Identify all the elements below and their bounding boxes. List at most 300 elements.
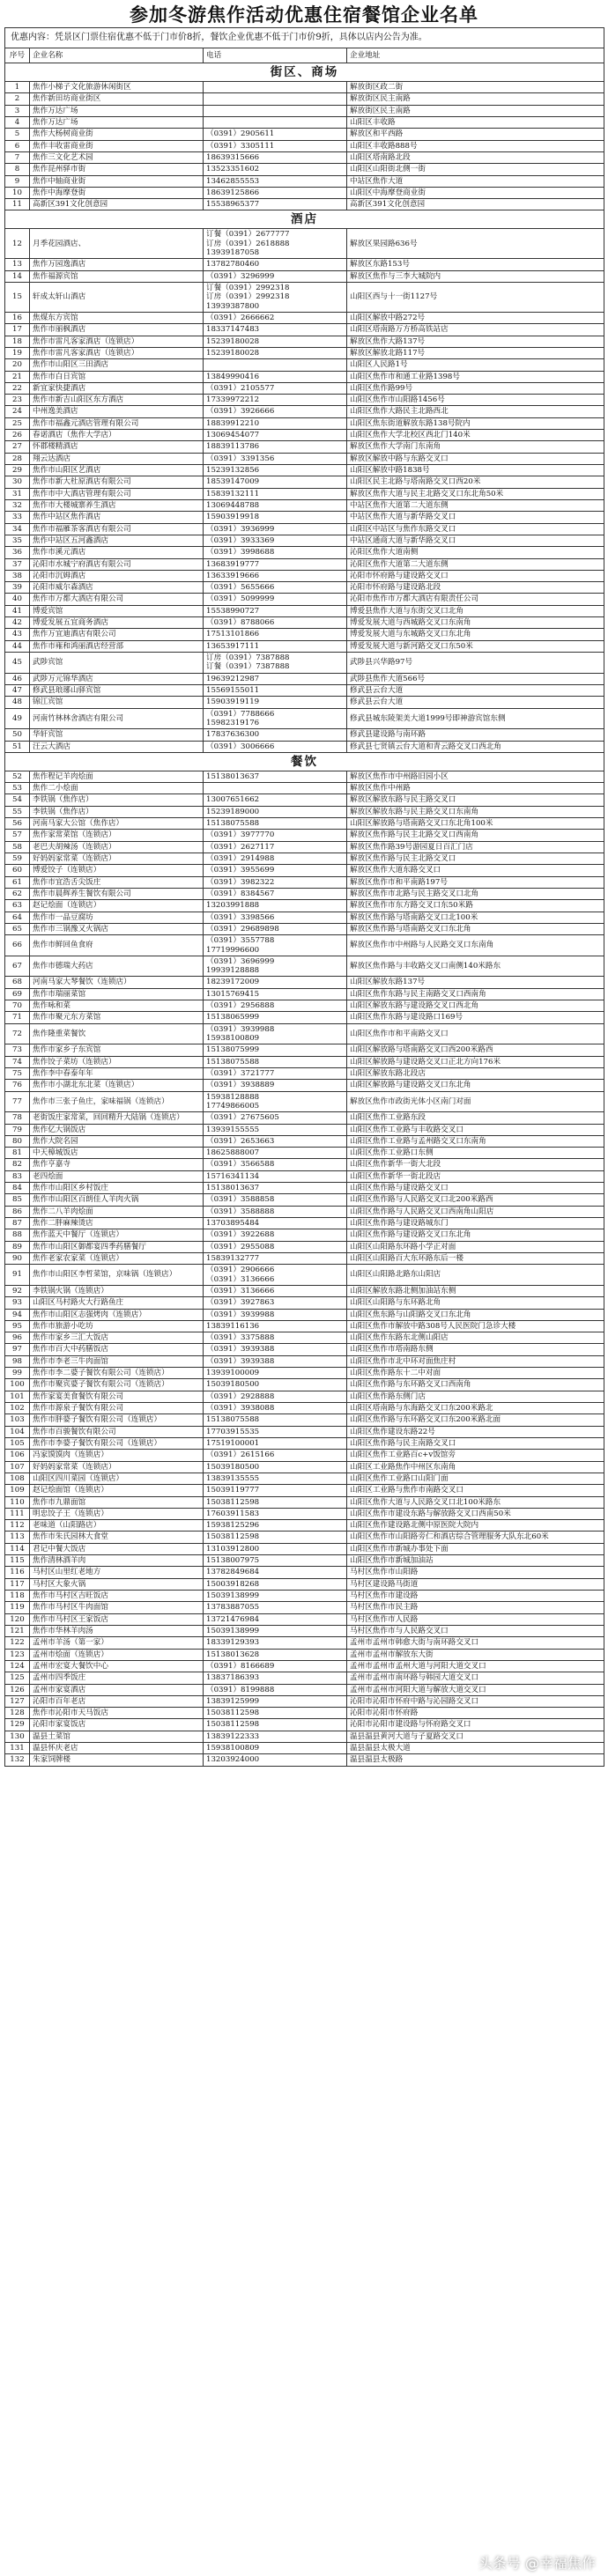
company-name: 焦作市沁阳市天马饭店: [30, 1708, 204, 1719]
company-name: 春诺酒店（焦作大学店）: [30, 430, 204, 441]
company-name: 焦作市鲜回鱼食府: [30, 935, 204, 956]
table-row: [5, 1285, 604, 1296]
header-no: 序号: [5, 48, 30, 63]
company-address: 山阳区山阳路百大东环路东后一楼: [347, 1252, 604, 1264]
row-number: 38: [5, 570, 30, 581]
company-address: 解放区果园路636号: [347, 229, 604, 259]
company-name: 赵记烩面（连锁店）: [30, 900, 204, 912]
company-address: 博爱发展大道与东城路交叉口东北角: [347, 629, 604, 640]
row-number: 129: [5, 1719, 30, 1731]
row-number: 18: [5, 336, 30, 347]
phone-number: 15138013637: [204, 771, 347, 782]
table-row: [5, 830, 604, 841]
phone-number: （0391）3588858: [204, 1194, 347, 1206]
table-row: [5, 741, 604, 752]
company-name: 焦作丰收雷商业街: [30, 140, 204, 151]
company-name: 焦作市瑞丽菜馆: [30, 988, 204, 1000]
row-number: 131: [5, 1743, 30, 1754]
company-name: 君记中餐大饭店: [30, 1543, 204, 1554]
phone-number: 15038112598: [204, 1719, 347, 1731]
table-row: [5, 1355, 604, 1367]
section-heading: 街区、商场: [5, 63, 604, 82]
row-number: 125: [5, 1672, 30, 1684]
table-row: [5, 1414, 604, 1426]
company-address: 沁阳区焦作大道第二大道东侧: [347, 558, 604, 570]
company-name: 温县怀庆老店: [30, 1743, 204, 1754]
company-address: 山阳区焦作路与人民路交叉口西南角山阳店: [347, 1206, 604, 1217]
company-address: 解放区解放中路与东路交叉口: [347, 453, 604, 464]
row-number: 110: [5, 1496, 30, 1508]
phone-number: （0391）3998688: [204, 547, 347, 558]
table-row: [5, 841, 604, 853]
company-address: 山阳区焦作东路东北侧山阳店: [347, 1332, 604, 1344]
company-address: 修武县城东陵架美大道1999号即神游宾馆东侧: [347, 708, 604, 729]
company-name: 沁阳市家宴饭店: [30, 1719, 204, 1731]
table-row: [5, 1183, 604, 1194]
table-row: [5, 684, 604, 696]
table-row: [5, 1473, 604, 1484]
table-row: [5, 488, 604, 499]
phone-number: 13839125999: [204, 1695, 347, 1707]
table-row: [5, 900, 604, 912]
company-name: 焦作大杨树商业街: [30, 129, 204, 140]
row-number: 106: [5, 1450, 30, 1461]
row-number: 69: [5, 988, 30, 1000]
section-heading: 餐饮: [5, 752, 604, 771]
phone-number: 13103912800: [204, 1543, 347, 1554]
company-name: 焦作家常菜馆（连锁店）: [30, 830, 204, 841]
company-address: 山阳区焦作市解放中路308号人民医院门急诊大楼: [347, 1320, 604, 1332]
phone-number: 13069454077: [204, 430, 347, 441]
company-address: 山阳区焦作市建设东路与解放路交叉口西南50米: [347, 1508, 604, 1519]
table-row: [5, 923, 604, 934]
row-number: 30: [5, 476, 30, 488]
table-row: [5, 1012, 604, 1023]
discount-notice: 优惠内容：凭景区门票住宿优惠不低于门市价8折，餐饮企业优惠不低于门市价9折，具体以店内公告为准。: [5, 28, 604, 48]
company-name: 焦作市新大杜原酒店有限公司: [30, 476, 204, 488]
company-address: 山阳区焦作大学北校区西北门140米: [347, 430, 604, 441]
row-number: 111: [5, 1508, 30, 1519]
table-row: [5, 1660, 604, 1672]
row-number: 87: [5, 1218, 30, 1229]
row-number: 83: [5, 1170, 30, 1182]
table-row: [5, 729, 604, 741]
header-name: 企业名称: [30, 48, 204, 63]
company-name: 焦作三文化艺术园: [30, 151, 204, 163]
company-name: 孟州市家宴酒店: [30, 1684, 204, 1695]
company-name: 焦作市家乡子东宾馆: [30, 1044, 204, 1056]
phone-number: （0391）3939388: [204, 1355, 347, 1367]
row-number: 113: [5, 1532, 30, 1543]
company-address: 解放区焦作路与民主北路交叉口: [347, 853, 604, 865]
phone-number: （0391）3938889: [204, 1080, 347, 1091]
company-address: 沁阳市怀府路与建设路北段: [347, 582, 604, 594]
table-row: [5, 283, 604, 313]
phone-number: [204, 105, 347, 116]
company-address: 山阳区焦作路与民主南路交叉口: [347, 1437, 604, 1449]
company-address: 沁阳市沁阳市怀府路: [347, 1708, 604, 1719]
company-address: 解放区解放东路与民主路交叉口东南角: [347, 806, 604, 817]
company-name: 老巴夫胡辣汤（连锁店）: [30, 841, 204, 853]
phone-number: 15039138999: [204, 1625, 347, 1636]
phone-number: 18839113786: [204, 441, 347, 453]
company-name: 焦作二八羊肉烩面: [30, 1206, 204, 1217]
company-address: 山阳区塔南路北段: [347, 151, 604, 163]
phone-number: （0391）2627117: [204, 841, 347, 853]
phone-number: （0391）3977770: [204, 830, 347, 841]
row-number: 71: [5, 1012, 30, 1023]
company-name: 李铁锅火锅（连锁店）: [30, 1285, 204, 1296]
table-row: [5, 1159, 604, 1170]
row-number: 50: [5, 729, 30, 741]
phone-number: （0391）3955699: [204, 865, 347, 876]
company-name: 焦作市三张子鱼庄，家味福锅（连锁店）: [30, 1091, 204, 1112]
company-address: 解放区焦作路与丰收路交叉口南侧140米路东: [347, 956, 604, 977]
company-name: 焦作市朱氏园林大食堂: [30, 1532, 204, 1543]
company-address: 山阳区焦作大道与人民路交叉口北100米路东: [347, 1496, 604, 1508]
row-number: 122: [5, 1637, 30, 1649]
row-number: 103: [5, 1414, 30, 1426]
row-number: 118: [5, 1591, 30, 1602]
company-name: 焦作清林酒羊肉: [30, 1555, 204, 1567]
table-row: [5, 1344, 604, 1355]
company-name: 朱家饲牌楼: [30, 1754, 204, 1766]
row-number: 63: [5, 900, 30, 912]
company-address: 博爱发展大道与西城路交叉口东南角: [347, 617, 604, 629]
table-row: [5, 1520, 604, 1532]
company-address: 山阳区焦作市北中环对面焦庄村: [347, 1355, 604, 1367]
company-address: 山阳区焦作市塔南路东侧: [347, 1344, 604, 1355]
phone-number: 13683919777: [204, 558, 347, 570]
company-name: 焦作市雷凡客家酒店（连锁店）: [30, 336, 204, 347]
company-name: 冯家馍馍肉（连锁店）: [30, 1450, 204, 1461]
table-row: [5, 1567, 604, 1578]
company-address: 山阳区丰收路888号: [347, 140, 604, 151]
phone-number: （0391）3391356: [204, 453, 347, 464]
table-row: [5, 1170, 604, 1182]
company-name: 河南马家大公馆（焦作店）: [30, 818, 204, 830]
phone-number: 15138007975: [204, 1555, 347, 1567]
row-number: 60: [5, 865, 30, 876]
company-address: 山阳区解放中路272号: [347, 312, 604, 323]
table-row: [5, 259, 604, 270]
company-address: 山阳区焦作路与东环路交叉口西南角: [347, 1379, 604, 1391]
company-name: 博爱宾馆: [30, 605, 204, 616]
company-name: 焦作市百骏餐饮有限公司: [30, 1426, 204, 1437]
company-name: 明忠饺子王（连锁店）: [30, 1508, 204, 1519]
table-row: [5, 164, 604, 175]
company-name: 焦作市小湖北东北菜（连锁店）: [30, 1080, 204, 1091]
row-number: 56: [5, 818, 30, 830]
phone-number: 18639315666: [204, 151, 347, 163]
table-row: [5, 912, 604, 923]
row-number: 51: [5, 741, 30, 752]
row-number: 78: [5, 1112, 30, 1124]
row-number: 28: [5, 453, 30, 464]
company-address: 解放区焦作中州路: [347, 783, 604, 794]
company-address: 山阳区焦东街道解放东路138号院内: [347, 417, 604, 429]
company-name: 焦作李中春泰年年: [30, 1067, 204, 1079]
phone-number: 13069448788: [204, 499, 347, 511]
company-address: 解放区焦作大道与民主北路交叉口东北角50米: [347, 488, 604, 499]
company-name: 孟州市宏宴大餐饮中心: [30, 1660, 204, 1672]
table-row: [5, 359, 604, 371]
phone-number: 15903919119: [204, 697, 347, 708]
company-address: 中站区焦作大道与新华路交叉口: [347, 512, 604, 523]
phone-number: 13633919666: [204, 570, 347, 581]
row-number: 105: [5, 1437, 30, 1449]
phone-number: （0391）2105577: [204, 382, 347, 394]
company-name: 河南竹林林舍酒店有限公司: [30, 708, 204, 729]
row-number: 59: [5, 853, 30, 865]
row-number: 47: [5, 684, 30, 696]
company-name: 焦作市山阳区艺酒店: [30, 465, 204, 476]
company-name: 温县土菜馆: [30, 1731, 204, 1742]
company-address: 高新区391文化创意园: [347, 199, 604, 210]
table-row: [5, 708, 604, 729]
table-row: [5, 395, 604, 406]
row-number: 39: [5, 582, 30, 594]
row-number: 101: [5, 1391, 30, 1402]
table-row: [5, 547, 604, 558]
company-name: 焦作中站区五河鑫酒店: [30, 535, 204, 546]
table-row: [5, 312, 604, 323]
phone-number: 13839122333: [204, 1731, 347, 1742]
table-row: [5, 1229, 604, 1241]
company-address: 解放区焦作路与民主北路交叉口西南角: [347, 830, 604, 841]
phone-number: （0391）3375888: [204, 1332, 347, 1344]
table-row: [5, 865, 604, 876]
company-name: 翔云达酒店: [30, 453, 204, 464]
table-row: [5, 1591, 604, 1602]
company-name: 焦作万达广场: [30, 116, 204, 128]
company-address: 山阳区丰收路: [347, 116, 604, 128]
phone-number: 13203991888: [204, 900, 347, 912]
phone-number: 13782780460: [204, 259, 347, 270]
table-row: [5, 1379, 604, 1391]
row-number: 92: [5, 1285, 30, 1296]
phone-number: 19639212987: [204, 673, 347, 684]
company-name: 焦作市李二婆子餐饮有限公司（连锁店）: [30, 1368, 204, 1379]
company-name: 河南马家大琴餐饮（连锁店）: [30, 977, 204, 988]
company-address: 孟州市孟州市南环路与韩园大道交叉口: [347, 1672, 604, 1684]
company-name: 沁阳市水城宁府酒店有限公司: [30, 558, 204, 570]
phone-number: [204, 359, 347, 371]
phone-number: 15039180500: [204, 1461, 347, 1473]
phone-number: （0391）27675605: [204, 1112, 347, 1124]
row-number: 114: [5, 1543, 30, 1554]
company-name: 焦作市宜浩舌尖饭庄: [30, 876, 204, 888]
company-name: 焦作市新吉山阳区东方酒店: [30, 395, 204, 406]
table-row: [5, 1309, 604, 1320]
company-name: 山阳区马村路火大行路鱼庄: [30, 1297, 204, 1309]
row-number: 64: [5, 912, 30, 923]
phone-number: （0391）3939988 15938100809: [204, 1023, 347, 1044]
company-name: 焦作市聚宾婆子餐饮有限公司（连锁店）: [30, 1379, 204, 1391]
company-address: 山阳区焦作市山阳路旁仁和酒店综合管理服务大队东北60米: [347, 1532, 604, 1543]
row-number: 24: [5, 406, 30, 417]
table-row: [5, 1023, 604, 1044]
phone-number: 15938128888 17749866005: [204, 1091, 347, 1112]
table-row: [5, 1112, 604, 1124]
row-number: 15: [5, 283, 30, 313]
table-row: [5, 1332, 604, 1344]
company-name: 沁阳市百年老店: [30, 1695, 204, 1707]
company-name: 焦作蓝天中餐厅（连锁店）: [30, 1229, 204, 1241]
row-number: 68: [5, 977, 30, 988]
company-name: 焦作二小烩面: [30, 783, 204, 794]
company-address: 修武县七贤镇云台大道和青云路交叉口西北角: [347, 741, 604, 752]
row-number: 10: [5, 187, 30, 198]
company-name: 焦作市李老三牛肉面馆: [30, 1355, 204, 1367]
company-address: 山阳区解放路与建设路交叉口东北角: [347, 1080, 604, 1091]
table-row: [5, 1555, 604, 1567]
company-address: 山阳区焦作东路与建设路口169号: [347, 1012, 604, 1023]
row-number: 57: [5, 830, 30, 841]
row-number: 33: [5, 512, 30, 523]
company-address: 山阳区焦作建设东路22号: [347, 1426, 604, 1437]
company-name: 焦作市三锅豫又火锅店: [30, 923, 204, 934]
row-number: 116: [5, 1567, 30, 1578]
phone-number: 13939155555: [204, 1124, 347, 1135]
company-address: 解放区焦作路与塔南路交叉口东北角: [347, 923, 604, 934]
company-address: 修武县建设路与南环路: [347, 729, 604, 741]
phone-number: 15839132111: [204, 488, 347, 499]
table-row: [5, 1743, 604, 1754]
phone-number: 13703895484: [204, 1218, 347, 1229]
table-row: [5, 1426, 604, 1437]
table-row: [5, 187, 604, 198]
phone-number: 15038112598: [204, 1708, 347, 1719]
phone-number: 15039138999: [204, 1591, 347, 1602]
company-address: 温县温县太极路: [347, 1754, 604, 1766]
company-address: 山阳区山阳路东环路小学正对面: [347, 1241, 604, 1252]
phone-number: 15938100809: [204, 1743, 347, 1754]
company-address: 山阳区焦作路与人民路交叉口北200米路西: [347, 1194, 604, 1206]
company-name: 焦作市大楼城寨养生酒店: [30, 499, 204, 511]
table-body: [5, 28, 604, 1767]
company-address: 修武县云台大道: [347, 684, 604, 696]
company-address: 温县温县太极大道: [347, 1743, 604, 1754]
row-number: 1: [5, 82, 30, 93]
company-address: 孟州市孟州市韩愈大街与南环路交叉口: [347, 1637, 604, 1649]
table-row: [5, 175, 604, 187]
phone-number: 15138075588: [204, 1414, 347, 1426]
company-name: 焦作大院名园: [30, 1135, 204, 1147]
company-address: 山阳区焦作路与建设路交叉口: [347, 1183, 604, 1194]
table-row: [5, 794, 604, 806]
table-row: [5, 382, 604, 394]
header-address: 企业地址: [347, 48, 604, 63]
company-address: 山阳区山阳街北侧一街: [347, 164, 604, 175]
section-heading-row: [5, 63, 604, 82]
table-row: [5, 82, 604, 93]
phone-number: （0391）3296999: [204, 270, 347, 282]
table-row: [5, 1000, 604, 1012]
company-address: 山阳区焦作新华一街北段店: [347, 1170, 604, 1182]
company-name: 沁阳市沉姆酒店: [30, 570, 204, 581]
phone-number: 13839116136: [204, 1320, 347, 1332]
row-number: 46: [5, 673, 30, 684]
phone-number: （0391）8788066: [204, 617, 347, 629]
row-number: 79: [5, 1124, 30, 1135]
table-row: [5, 512, 604, 523]
phone-number: （0391）3926666: [204, 406, 347, 417]
row-number: 48: [5, 697, 30, 708]
company-name: 焦作隆重菜餐饮: [30, 1023, 204, 1044]
row-number: 36: [5, 547, 30, 558]
table-row: [5, 876, 604, 888]
table-row: [5, 594, 604, 605]
company-name: 焦作市山阳区御都宴四季药膳餐厅: [30, 1241, 204, 1252]
table-row: [5, 1496, 604, 1508]
table-row: [5, 151, 604, 163]
company-address: 山阳区焦作市山阳路1456号: [347, 395, 604, 406]
table-row: [5, 640, 604, 652]
table-row: [5, 499, 604, 511]
company-name: 焦作万宜迪酒店有限公司: [30, 629, 204, 640]
company-name: 焦作市溪元酒店: [30, 547, 204, 558]
company-address: 解放区焦作与三李大城院内: [347, 270, 604, 282]
phone-number: （0391）3696999 19939128888: [204, 956, 347, 977]
section-heading-row: [5, 752, 604, 771]
phone-number: 15239180028: [204, 336, 347, 347]
company-name: 沁阳市威尔森酒店: [30, 582, 204, 594]
company-address: 解放区和平西路: [347, 129, 604, 140]
phone-number: （0391）3557788 17719996600: [204, 935, 347, 956]
company-address: 解放区焦作市北路与民主路交叉口北角: [347, 888, 604, 899]
row-number: 40: [5, 594, 30, 605]
company-name: 焦作新田坊商业街区: [30, 93, 204, 105]
table-row: [5, 771, 604, 782]
row-number: 2: [5, 93, 30, 105]
row-number: 25: [5, 417, 30, 429]
row-number: 88: [5, 1229, 30, 1241]
row-number: 117: [5, 1578, 30, 1590]
company-address: 沁阳市沁阳市建设路与怀府路交叉口: [347, 1719, 604, 1731]
row-number: 100: [5, 1379, 30, 1391]
company-name: 李铁锅（焦作店）: [30, 806, 204, 817]
company-name: 焦作市晨辉养生餐饮有限公司: [30, 888, 204, 899]
company-address: 孟州市孟州市河阳大道与解放大道交叉口: [347, 1684, 604, 1695]
row-number: 73: [5, 1044, 30, 1056]
row-number: 43: [5, 629, 30, 640]
table-row: [5, 653, 604, 674]
phone-number: 15716341134: [204, 1170, 347, 1182]
phone-number: 15039180500: [204, 1379, 347, 1391]
company-name: 怀郡楼精酒店: [30, 441, 204, 453]
company-name: 焦作市白日宾馆: [30, 371, 204, 382]
phone-number: （0391）7788666 15982319176: [204, 708, 347, 729]
row-number: 8: [5, 164, 30, 175]
company-name: 焦作亨嘉寺: [30, 1159, 204, 1170]
row-number: 86: [5, 1206, 30, 1217]
company-address: 山阳区塔南路万方桥高铁站店: [347, 324, 604, 336]
company-name: 焦作市一品豆腐坊: [30, 912, 204, 923]
row-number: 72: [5, 1023, 30, 1044]
company-name: 轩成太轩山酒店: [30, 283, 204, 313]
company-address: 山阳区焦作路与建设路交叉口东北角: [347, 1229, 604, 1241]
company-address: 马村区焦作市与人民路交叉口: [347, 1625, 604, 1636]
table-row: [5, 1091, 604, 1112]
document-title: 参加冬游焦作活动优惠住宿餐馆企业名单: [130, 4, 478, 26]
company-name: 好妈妈家常菜（连锁店）: [30, 1461, 204, 1473]
company-name: 山阳区四川菜园（连锁店）: [30, 1473, 204, 1484]
company-address: 山阳区解放路与塔南路交叉口西200米路西: [347, 1044, 604, 1056]
row-number: 5: [5, 129, 30, 140]
company-name: 汪云大酒店: [30, 741, 204, 752]
company-name: 马村区山里红老地方: [30, 1567, 204, 1578]
